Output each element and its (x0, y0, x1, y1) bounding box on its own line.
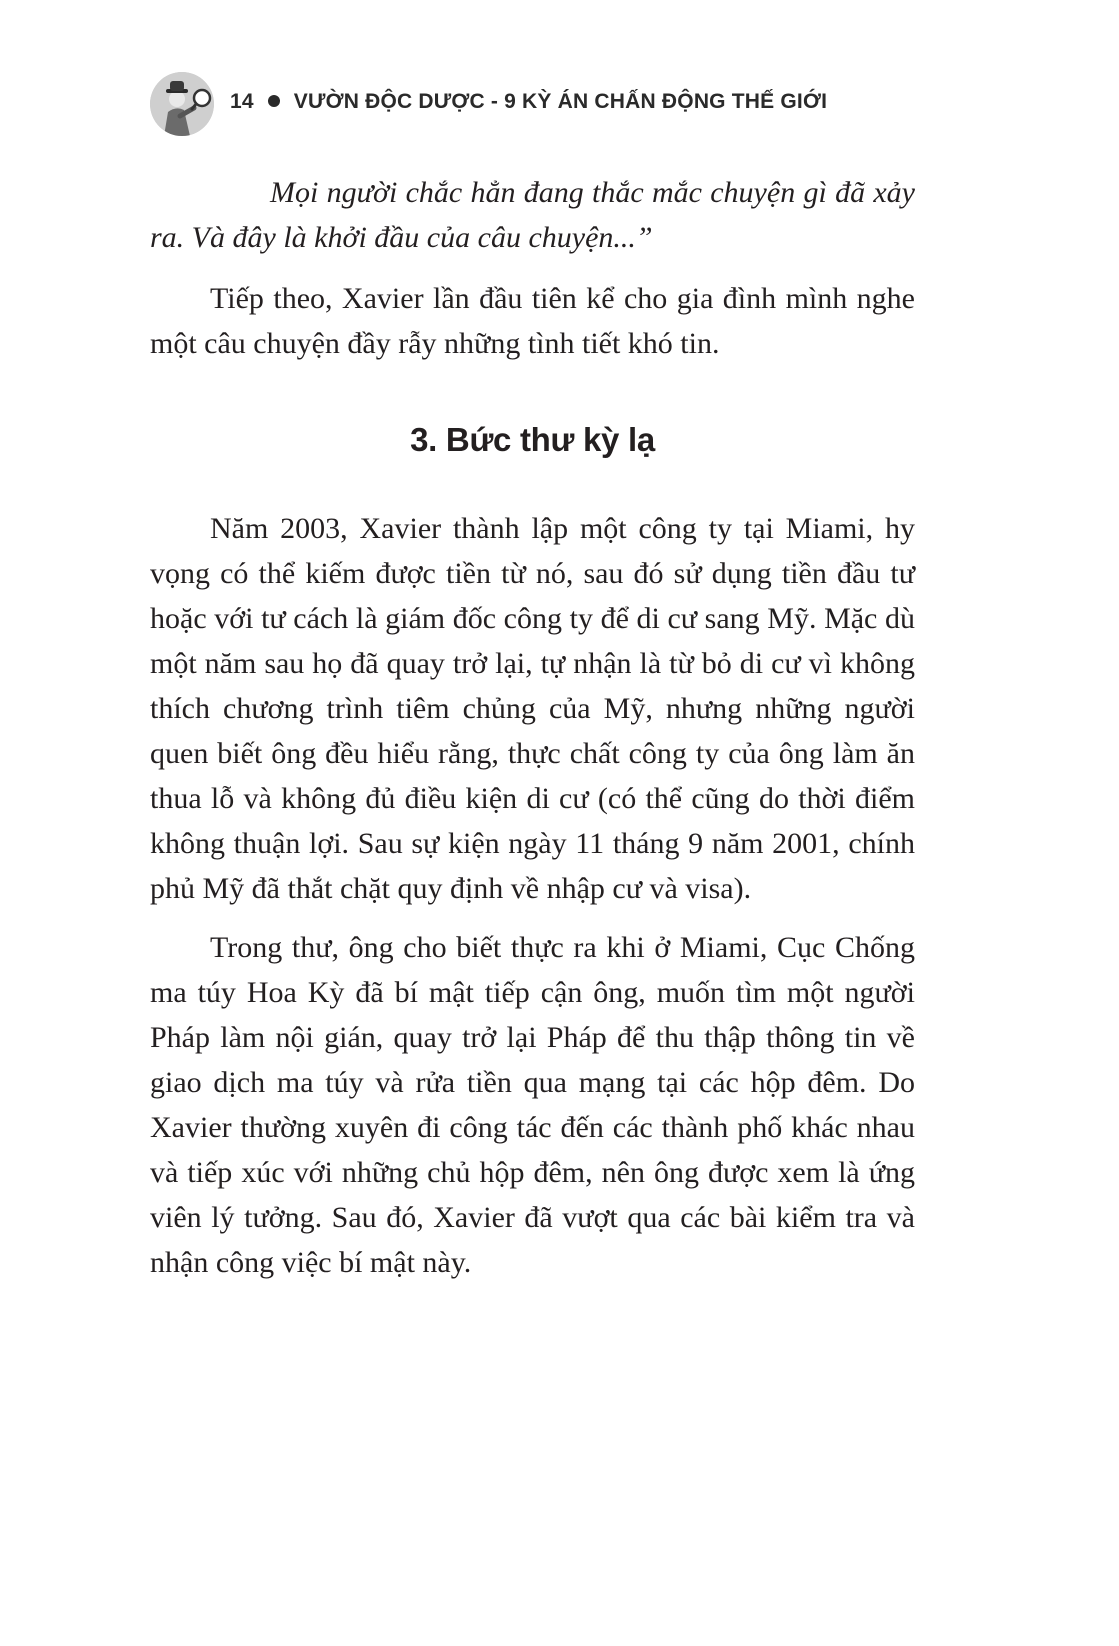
page-number: 14 (230, 90, 254, 113)
detective-magnifier-icon (150, 72, 214, 136)
paragraph-miami-company: Năm 2003, Xavier thành lập một công ty tại Miami, hy vọng có thể kiếm được tiền từ nó, sau đó sử dụng tiền đầu tư hoặc với tư cách là giám đốc công ty để di cư sang Mỹ. Mặc dù một năm sau họ đã quay trở lại, tự nhận là từ bỏ di cư vì không thích chương trình tiêm chủng của Mỹ, nhưng những người quen biết ông đều hiểu rằng, thực chất công ty của ông làm ăn thua lỗ và không đủ điều kiện di cư (có thể cũng do thời điểm không thuận lợi. Sau sự kiện ngày 11 tháng 9 năm 2001, chính phủ Mỹ đã thắt chặt quy định về nhập cư và visa). (150, 512, 915, 905)
paragraph-intro: Tiếp theo, Xavier lần đầu tiên kể cho gia đình mình nghe một câu chuyện đầy rẫy những tình tiết khó tin. (150, 282, 915, 360)
running-header (150, 72, 930, 138)
bullet-dot-icon (268, 95, 280, 107)
paragraph-letter-content: Trong thư, ông cho biết thực ra khi ở Miami, Cục Chống ma túy Hoa Kỳ đã bí mật tiếp cận ông, muốn tìm một người Pháp làm nội gián, quay trở lại Pháp để thu thập thông tin về giao dịch ma túy và rửa tiền qua mạng tại các hộp đêm. Do Xavier thường xuyên đi công tác đến các thành phố khác nhau và tiếp xúc với những chủ hộp đêm, nên ông được xem là ứng viên lý tưởng. Sau đó, Xavier đã vượt qua các bài kiểm tra và nhận công việc bí mật này. (150, 931, 915, 1279)
book-title: VƯỜN ĐỘC DƯỢC - 9 KỲ ÁN CHẤN ĐỘNG THẾ GIỚI (293, 90, 828, 113)
header-title-line (230, 90, 827, 114)
section-heading: 3. Bức thư kỳ lạ (410, 421, 655, 458)
page-content (150, 170, 915, 1285)
quote-paragraph: Mọi người chắc hẳn đang thắc mắc chuyện gì đã xảy ra. Và đây là khởi đầu của câu chuyện...” (150, 176, 915, 254)
